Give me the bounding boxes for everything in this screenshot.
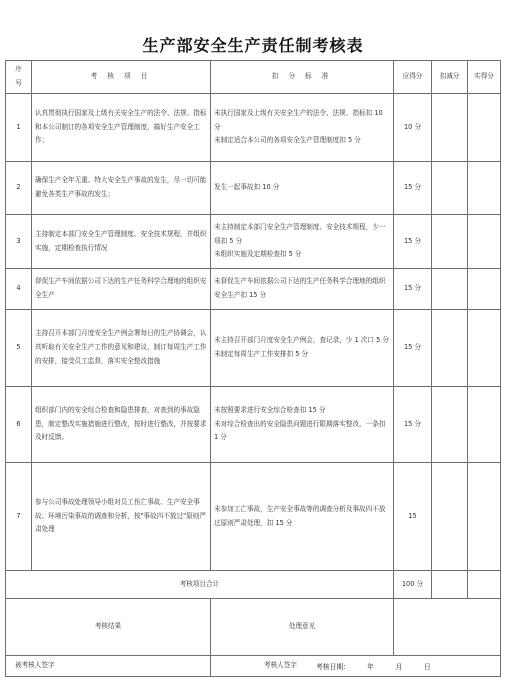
header-deduct: 扣减分 [432, 61, 468, 94]
assessment-date [316, 661, 431, 671]
row-number: 4 [6, 269, 32, 310]
row-deduct-cell[interactable] [432, 215, 468, 269]
row-item: 确保生产全年无重、特大安全生产事故的发生，尽一切可能避免各类生产事故的发生； [32, 162, 211, 215]
row-actual-cell[interactable] [468, 269, 501, 310]
row-score: 10 分 [394, 94, 432, 162]
row-number: 5 [6, 310, 32, 387]
examinee-signature-label: 被考核人签字 [15, 661, 55, 670]
table-row [6, 94, 501, 162]
header-actual: 实得分 [468, 61, 501, 94]
date-month: 月 [395, 663, 403, 671]
row-item: 督促生产车间依据公司下达的生产任务科学合理地的组织安全生产 [32, 269, 211, 310]
examiner-signature-label: 考核人签字 [264, 661, 297, 670]
row-actual-cell[interactable] [468, 94, 501, 162]
opinion-label: 处理意见 [211, 599, 394, 656]
row-number: 6 [6, 387, 32, 463]
total-deduct-cell[interactable] [432, 571, 468, 599]
opinion-cell[interactable] [394, 599, 501, 656]
header-seq [6, 61, 32, 94]
table-row [6, 269, 501, 310]
table-row [6, 310, 501, 387]
row-deduct-cell[interactable] [432, 94, 468, 162]
table-row [6, 387, 501, 463]
row-standard: 未督促生产车间依据公司下达的生产任务科学合理地的组织安全生产扣 15 分 [211, 269, 394, 310]
form-title: 生产部安全生产责任制考核表 [142, 36, 364, 55]
row-standard: 未主持召开部门月度安全生产例会，查记录，少 1 次口 5 分 未制定每周生产工作安排扣 5 分 [211, 310, 394, 387]
row-standard: 未按照要求进行安全综合检查扣 15 分 未对综合检查出的安全隐患问题进行限期落实整改，一条扣 1 分 [211, 387, 394, 463]
row-deduct-cell[interactable] [432, 310, 468, 387]
row-number: 7 [6, 463, 32, 571]
row-standard: 未主持制定本部门安全生产管理制度、安全技术规程，少一项扣 5 分 未组织实施及定期检查扣 5 分 [211, 215, 394, 269]
row-actual-cell[interactable] [468, 463, 501, 571]
assessment-table [5, 60, 501, 677]
row-actual-cell[interactable] [468, 162, 501, 215]
row-actual-cell[interactable] [468, 310, 501, 387]
row-standard: 未参加工亡事故，生产安全事故等的调查分析及事故四不放过原则严肃处理，扣 15 分 [211, 463, 394, 571]
total-row [6, 571, 501, 599]
row-item: 主持制定本部门安全生产管理制度、安全技术规程，并组织实施，定期检查执行情况 [32, 215, 211, 269]
result-label: 考核结果 [6, 599, 211, 656]
row-item: 参与公司事故处理领导小组对员工伤亡事故、生产安全事故、环境污染事故的调查和分析，按"事故四不放过"原则严肃处理 [32, 463, 211, 571]
examinee-signature[interactable] [6, 656, 211, 677]
row-number: 3 [6, 215, 32, 269]
header-deduct-standard: 扣 分 标 准 [211, 61, 394, 94]
result-row [6, 599, 501, 656]
header-seq-text: 序 号 [15, 65, 22, 87]
row-actual-cell[interactable] [468, 387, 501, 463]
table-row [6, 162, 501, 215]
table-row [6, 215, 501, 269]
total-label: 考核项目合计 [6, 571, 394, 599]
row-score: 15 分 [394, 269, 432, 310]
table-row [6, 463, 501, 571]
date-day: 日 [423, 663, 431, 671]
row-score: 15 分 [394, 215, 432, 269]
row-score: 15 [394, 463, 432, 571]
row-deduct-cell[interactable] [432, 463, 468, 571]
row-item: 主持召开本部门月度安全生产例会署每日的生产协调会，认真听取有关安全生产工作的意见和建议，制订每周生产工作的安排，接受员工监督，落实安全整改措施 [32, 310, 211, 387]
row-score: 15 分 [394, 162, 432, 215]
row-standard: 发生一起事故扣 10 分 [211, 162, 394, 215]
row-deduct-cell[interactable] [432, 269, 468, 310]
row-item: 认真贯彻执行国家及上级有关安全生产的法令、法规、指标和本公司制订的各项安全生产管理制度，搞好生产安全工作； [32, 94, 211, 162]
date-label: 考核日期: [316, 663, 346, 671]
row-standard: 未执行国家及上级有关安全生产的法令、法规、指标扣 10 分 未制定适合本公司的各项安全生产管理制度扣 5 分 [211, 94, 394, 162]
row-actual-cell[interactable] [468, 215, 501, 269]
header-item: 考 核 项 目 [32, 61, 211, 94]
row-item: 组织部门内的安全综合检查和隐患排查，对查到的事故隐患，制定整改实施措施进行整改，按时进行整改，并按要求及时反馈。 [32, 387, 211, 463]
header-row [6, 61, 501, 94]
row-score: 15 分 [394, 387, 432, 463]
row-deduct-cell[interactable] [432, 387, 468, 463]
row-number: 1 [6, 94, 32, 162]
header-should-score: 应得分 [394, 61, 432, 94]
date-year: 年 [367, 663, 374, 671]
row-score: 15 分 [394, 310, 432, 387]
total-score: 100 分 [394, 571, 432, 599]
total-actual-cell[interactable] [468, 571, 501, 599]
row-number: 2 [6, 162, 32, 215]
row-deduct-cell[interactable] [432, 162, 468, 215]
